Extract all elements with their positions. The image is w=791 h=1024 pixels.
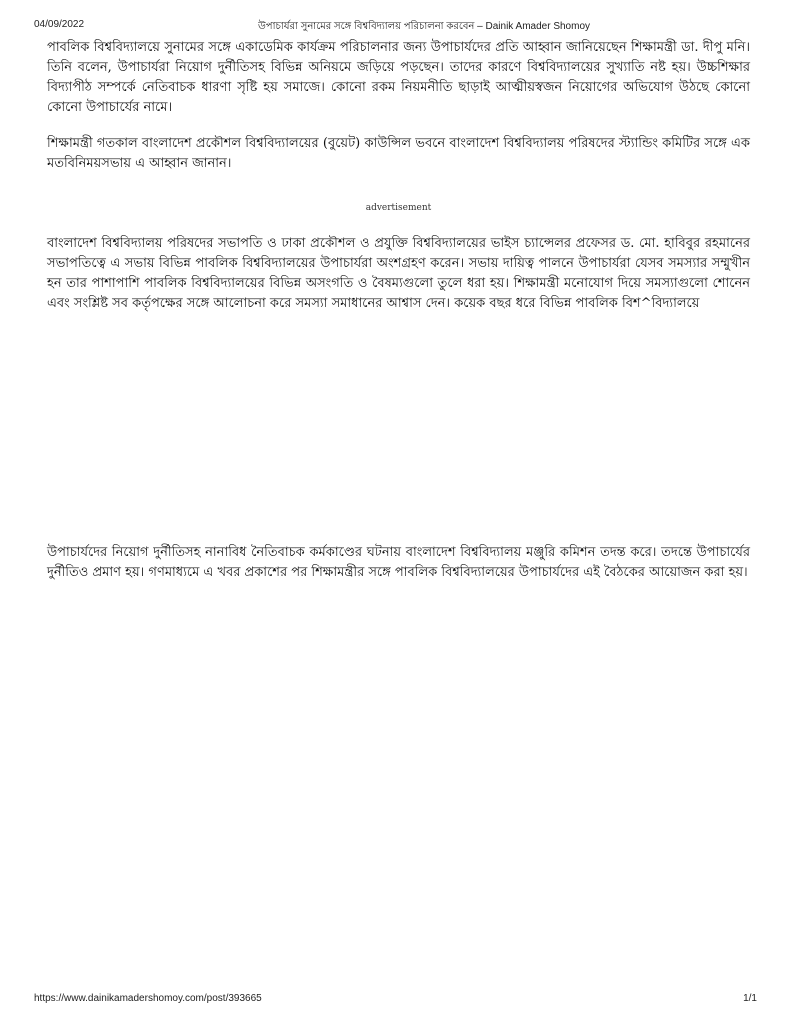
print-date: 04/09/2022 <box>34 19 85 30</box>
article-paragraph-2: শিক্ষামন্ত্রী গতকাল বাংলাদেশ প্রকৌশল বিশ্ববিদ্যালয়ের (বুয়েট) কাউন্সিল ভবনে বাংলাদেশ বিশ্ববিদ্যালয় পরিষদের স্ট্যান্ডিং কমিটির সঙ্গে এক মতবিনিময়সভায় এ আহ্বান জানান। <box>47 136 750 171</box>
article-paragraph-3: বাংলাদেশ বিশ্ববিদ্যালয় পরিষদের সভাপতি ও ঢাকা প্রকৌশল ও প্রযুক্তি বিশ্ববিদ্যালয়ের ভাইস চ্যান্সেলর প্রফেসর ড. মো. হাবিবুর রহমানের সভাপতিত্বে এ সভায় বিভিন্ন পাবলিক বিশ্ববিদ্যালয়ের উপাচার্যরা অংশগ্রহণ করেন। সভায় দায়িত্ব পালনে উপাচার্যরা যেসব সমস্যার সম্মুখীন হন তার পাশাপাশি পাবলিক বিশ্ববিদ্যালয়ের বিভিন্ন অসংগতি ও বৈষম্যগুলো তুলে ধরা হয়। শিক্ষামন্ত্রী মনোযোগ দিয়ে সমস্যাগুলো শোনেন এবং সংশ্লিষ্ট সব কর্তৃপক্ষের সঙ্গে আলোচনা করে সমস্যা সমাধানের আশ্বাস দেন। কয়েক বছর ধরে বিভিন্ন পাবলিক বিশ^বিদ্যালয়ে <box>47 236 750 311</box>
source-url: https://www.dainikamadershomoy.com/post/393665 <box>34 993 262 1004</box>
article-body <box>47 38 750 580</box>
page-title: উপাচার্যরা সুনামের সঙ্গে বিশ্ববিদ্যালয় পরিচালনা করবেন – Dainik Amader Shomoy <box>258 21 591 32</box>
advertisement-label: advertisement <box>365 203 432 213</box>
article-paragraph-4: উপাচার্যদের নিয়োগ দুর্নীতিসহ নানাবিধ নৈতিবাচক কর্মকাণ্ডের ঘটনায় বাংলাদেশ বিশ্ববিদ্যালয় মঞ্জুরি কমিশন তদন্ত করে। তদন্তে উপাচার্যের দুর্নীতিও প্রমাণ হয়। গণমাধ্যমে এ খবর প্রকাশের পর শিক্ষামন্ত্রীর সঙ্গে পাবলিক বিশ্ববিদ্যালয়ের উপাচার্যদের এই বৈঠকের আয়োজন করা হয়। <box>47 545 750 580</box>
advertisement-slot <box>47 338 750 538</box>
page-number: 1/1 <box>743 993 757 1004</box>
article-paragraph-1: পাবলিক বিশ্ববিদ্যালয়ে সুনামের সঙ্গে একাডেমিক কার্যক্রম পরিচালনার জন্য উপাচার্যদের প্রতি আহ্বান জানিয়েছেন শিক্ষামন্ত্রী ডা. দীপু মনি। তিনি বলেন, উপাচার্যরা নিয়োগ দুর্নীতিসহ বিভিন্ন অনিয়মে জড়িয়ে পড়ছেন। তাদের কারণে বিশ্ববিদ্যালয়ের সুখ্যাতি নষ্ট হয়। উচ্চশিক্ষার বিদ্যাপীঠ সম্পর্কে নেতিবাচক ধারণা সৃষ্টি হয় সমাজে। কোনো রকম নিয়মনীতি ছাড়াই আত্মীয়স্বজন নিয়োগের অভিযোগ উঠছে কোনো কোনো উপাচার্যের নামে। <box>47 40 750 115</box>
